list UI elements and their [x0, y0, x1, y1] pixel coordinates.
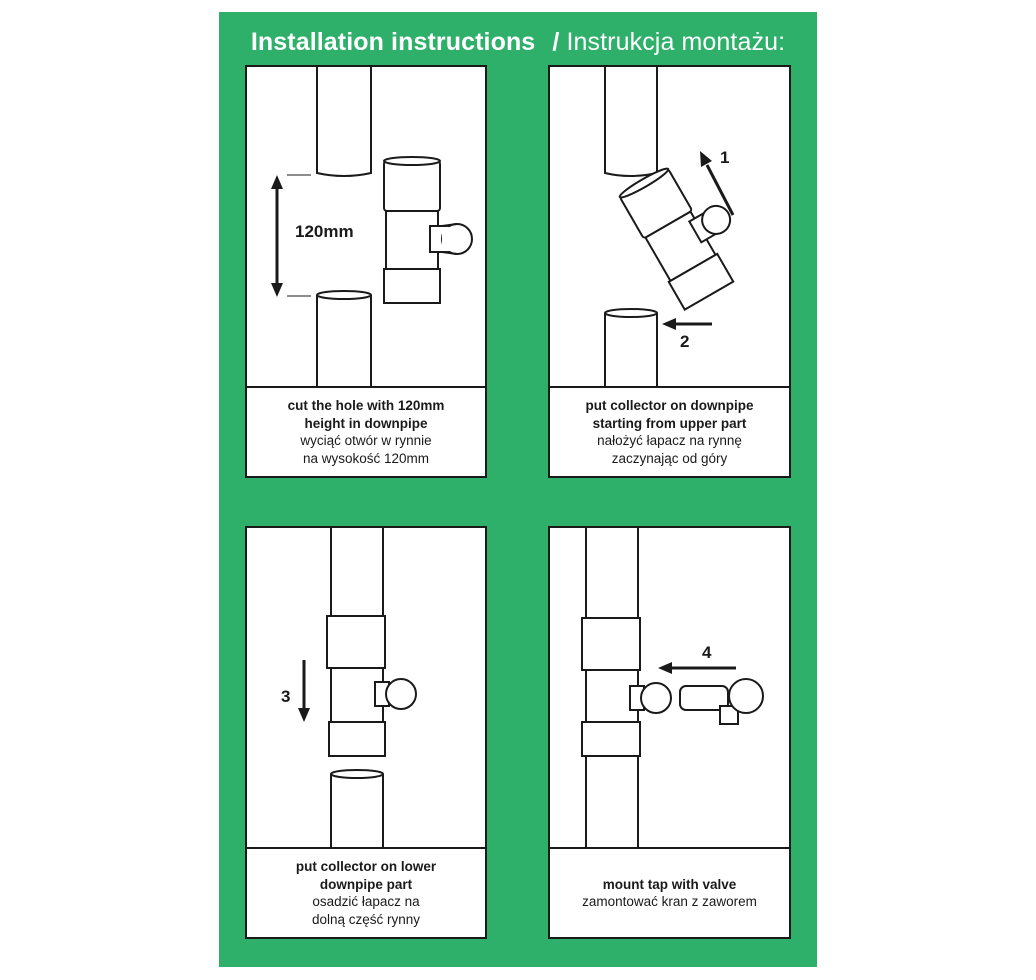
arrow-4	[658, 662, 736, 674]
instruction-board	[219, 12, 817, 967]
step-4-caption-en-line-1: mount tap with valve	[602, 876, 737, 892]
lower-downpipe	[331, 770, 383, 848]
step-3-caption-pl-line-2: dolną część rynny	[311, 911, 421, 927]
step-2-panel	[548, 65, 791, 478]
arrow-2-label: 2	[680, 332, 690, 351]
step-4-illustration	[550, 528, 789, 848]
upper-downpipe	[605, 67, 657, 176]
step-1-caption-en-line-2: height in downpipe	[304, 415, 428, 431]
arrow-1-label: 1	[720, 148, 730, 167]
step-3-caption-pl-line-1: osadzić łapacz na	[312, 894, 420, 909]
step-2-illustration	[550, 67, 789, 387]
step-4-caption	[550, 847, 789, 937]
step-2-caption-en-line-1: put collector on downpipe	[585, 398, 754, 413]
collector	[327, 616, 416, 756]
step-2-caption	[550, 386, 789, 476]
step-1-caption	[247, 386, 485, 476]
step-3-caption-en-line-1: put collector on lower	[295, 859, 437, 874]
step-4-panel	[548, 526, 791, 939]
title-separator: /	[552, 28, 560, 56]
upper-downpipe	[331, 528, 383, 616]
lower-downpipe	[605, 309, 657, 387]
dimension-label: 120mm	[295, 222, 354, 241]
tap-with-valve	[680, 679, 763, 724]
step-3-caption-en-line-2: downpipe part	[319, 876, 413, 892]
step-3-illustration	[247, 528, 485, 848]
page-title	[219, 28, 817, 57]
arrow-2	[662, 318, 712, 330]
step-1-caption-pl-line-1: wyciąć otwór w rynnie	[300, 433, 432, 448]
step-2-caption-en-line-2: starting from upper part	[592, 415, 747, 431]
step-1-caption-pl-line-2: na wysokość 120mm	[302, 450, 430, 466]
step-3-caption	[247, 847, 485, 937]
collector	[384, 157, 472, 303]
step-2-caption-pl-line-2: zaczynając od góry	[611, 450, 728, 466]
step-1-illustration	[247, 67, 485, 387]
step-2-caption-pl-line-1: nałożyć łapacz na rynnę	[597, 433, 742, 448]
arrow-3	[298, 660, 310, 722]
arrow-3-label: 3	[281, 687, 291, 706]
step-4-caption-pl-line-1: zamontować kran z zaworem	[582, 894, 757, 909]
arrow-4-label: 4	[702, 643, 712, 662]
dimension-arrow	[271, 175, 283, 297]
title-english: Installation instructions	[250, 28, 536, 56]
step-1-panel	[245, 65, 487, 478]
lower-downpipe	[317, 291, 371, 387]
step-1-caption-en-line-1: cut the hole with 120mm	[287, 398, 445, 413]
title-polish: Instrukcja montażu:	[566, 28, 786, 56]
collector	[582, 618, 671, 756]
upper-downpipe	[317, 67, 371, 176]
step-3-panel	[245, 526, 487, 939]
